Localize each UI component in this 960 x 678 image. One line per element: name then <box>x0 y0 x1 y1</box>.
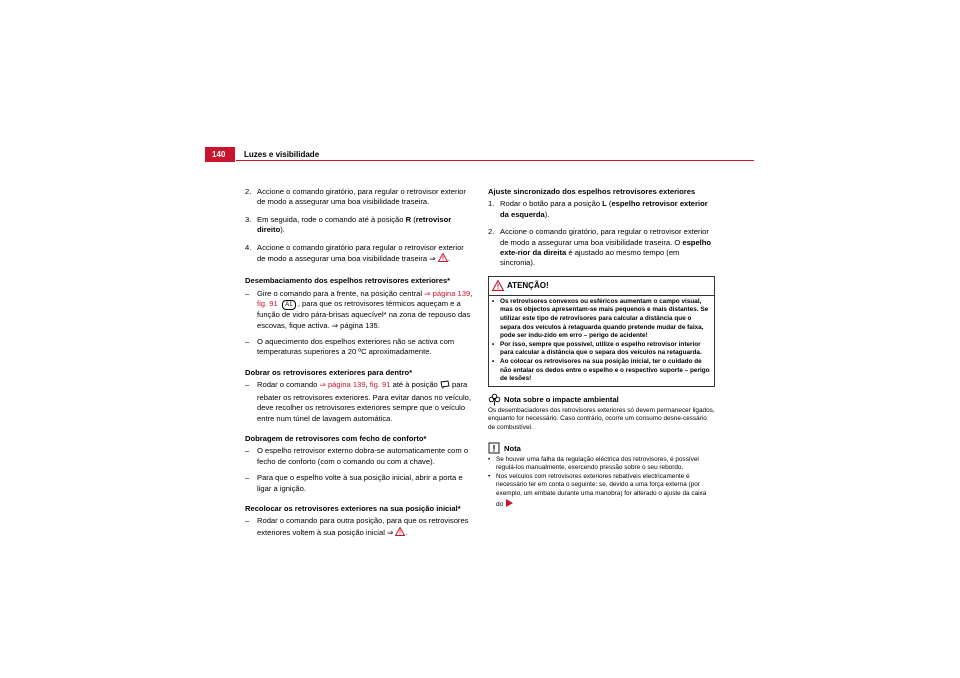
warning-header <box>489 277 714 296</box>
step-number: 4. <box>245 242 252 252</box>
page-link[interactable]: ⇒ página 139 <box>319 380 366 390</box>
sync-step-1: 1. Rodar o botão para a posição L (espelho retrovisor exterior da esquerda). <box>488 199 708 219</box>
comfort-item-1: – O espelho retrovisor externo dobra-se automaticamente com o fecho de conforto (com o comando ou com a chave). <box>245 446 469 466</box>
figure-link[interactable]: fig. 91 <box>369 380 391 390</box>
sync-step-2: 2. Accione o comando giratório, para regular o retrovisor exterior de modo a assegurar uma boa visibilidade traseira. O espelho exte-rior da direita é ajustado ao mesmo tempo (em sincronia). <box>488 227 712 268</box>
heading-defrost: Desembaciamento dos espelhos retrovisores exteriores* <box>245 276 451 286</box>
flower-icon <box>488 393 501 411</box>
step-text: Accione o comando giratório, para regular o retrovisor exterior de modo a assegurar uma boa visibilidade traseira. <box>257 187 466 207</box>
comfort-item-2: – Para que o espelho volte à sua posição inicial, abrir a porta e ligar a ignição. <box>245 473 463 493</box>
left-column <box>245 187 473 545</box>
step-text-post: . <box>447 254 450 264</box>
step-2 <box>245 187 473 208</box>
step-text-pre: Em seguida, rode o comando até à posição <box>257 214 406 224</box>
heading-fold-in: Dobrar os retrovisores exteriores para dentro* <box>245 367 413 377</box>
page-link[interactable]: ⇒ página 139 <box>424 288 471 298</box>
warning-triangle-icon <box>438 253 448 265</box>
right-mirror-label: retrovisor direito <box>257 214 452 235</box>
figure-link[interactable]: fig. 91 <box>257 299 278 309</box>
step-number: 3. <box>245 214 252 224</box>
folded-mirror-icon <box>440 380 450 392</box>
warning-triangle-icon <box>395 527 405 539</box>
env-note-header <box>488 393 715 407</box>
continue-arrow-icon <box>506 499 513 511</box>
note-header <box>488 442 715 456</box>
step-3 <box>245 215 473 236</box>
step-text-post: ). <box>280 225 285 235</box>
heading-sync: Ajuste sincronizado dos espelhos retrovisores exteriores <box>488 187 696 196</box>
env-note-title: Nota sobre o impacte ambiental <box>504 394 619 404</box>
right-column <box>488 187 715 510</box>
step-number: 2. <box>245 187 252 196</box>
warning-triangle-icon <box>492 280 504 298</box>
env-note-text: Os desembaciadores dos retrovisores exteriores só devem permanecer ligados, enquanto for necessário. Caso contrário, ocorre um consumo desne-cessário de combustível. <box>488 406 715 431</box>
warning-body: • Os retrovisores convexos ou esféricos aumentam o campo visual, mas os objectos apresentam-se mais pequenos e mais distantes. Se utilizar este tipo de retrovisores para calcular a distância que o separa dos veículos à retaguarda quando pretende mudar de faixa, pode ser indu-zido em erro – perigo de acidente! • Por isso, sempre que possível, utilize o espelho retrovisor interior para calcular a distância que o separa dos veículos na retaguarda. • Ao colocar os retrovisores na sua posição inicial, ter o cuidado de não entalar os dedos entre o espelho e o respectivo suporte – perigo de lesões! <box>492 297 710 383</box>
warning-box <box>488 276 715 387</box>
step-text-mid: ( <box>411 214 416 224</box>
defrost-item-1: – Gire o comando para a frente, na posição central ⇒ página 139, fig. 91 A1 , para que os retrovisores térmicos aqueçam e a função de vidro pára-brisas aquecível* na zona de repouso das escovas, fique activa. ⇒ página 135. <box>245 288 473 330</box>
step-text: Accione o comando giratório para regular o retrovisor exterior de modo a assegurar uma boa visibilidade traseira ⇒ <box>257 242 464 264</box>
heading-reset: Recolocar os retrovisores exteriores na sua posição inicial* <box>245 503 461 513</box>
note-body: • Se houver uma falha da regulação eléctrica dos retrovisores, é possível regulá-los manualmente, exercendo pressão sobre o seu rebordo. • Nos veículos com retrovisores exteriores rebatíveis electricamente é necessário ter em conta o seguinte: se, devido a uma força externa (por exemplo, um embate durante uma manobra) for alterado o ajuste da caixa do <box>488 456 715 511</box>
step-4 <box>245 243 473 266</box>
defrost-item-2: – O aquecimento dos espelhos exteriores não se activa com temperaturas superiores a 20 ºC aproximadamente. <box>245 337 455 357</box>
position-r: R <box>405 214 412 224</box>
reset-item-1: – Rodar o comando para outra posição, para que os retrovisores exteriores voltem à sua posição inicial ⇒ . <box>245 516 473 539</box>
note-title: Nota <box>504 443 521 453</box>
warning-title: ATENÇÃO! <box>507 280 549 290</box>
heading-comfort-fold: Dobragem de retrovisores com fecho de conforto* <box>245 433 427 443</box>
section-title: Luzes e visibilidade <box>244 150 320 159</box>
page-number: 140 <box>205 147 235 162</box>
callout-badge: A1 <box>282 300 296 310</box>
fold-in-item-1: – Rodar o comando ⇒ página 139, fig. 91 até à posição para rebater os retrovisores exteriores. Para evitar danos no veículo, deve recolher os retrovisores exteriores sempre que o veículo entre num túnel de lavagem automática. <box>245 380 471 423</box>
header-rule <box>236 160 754 161</box>
